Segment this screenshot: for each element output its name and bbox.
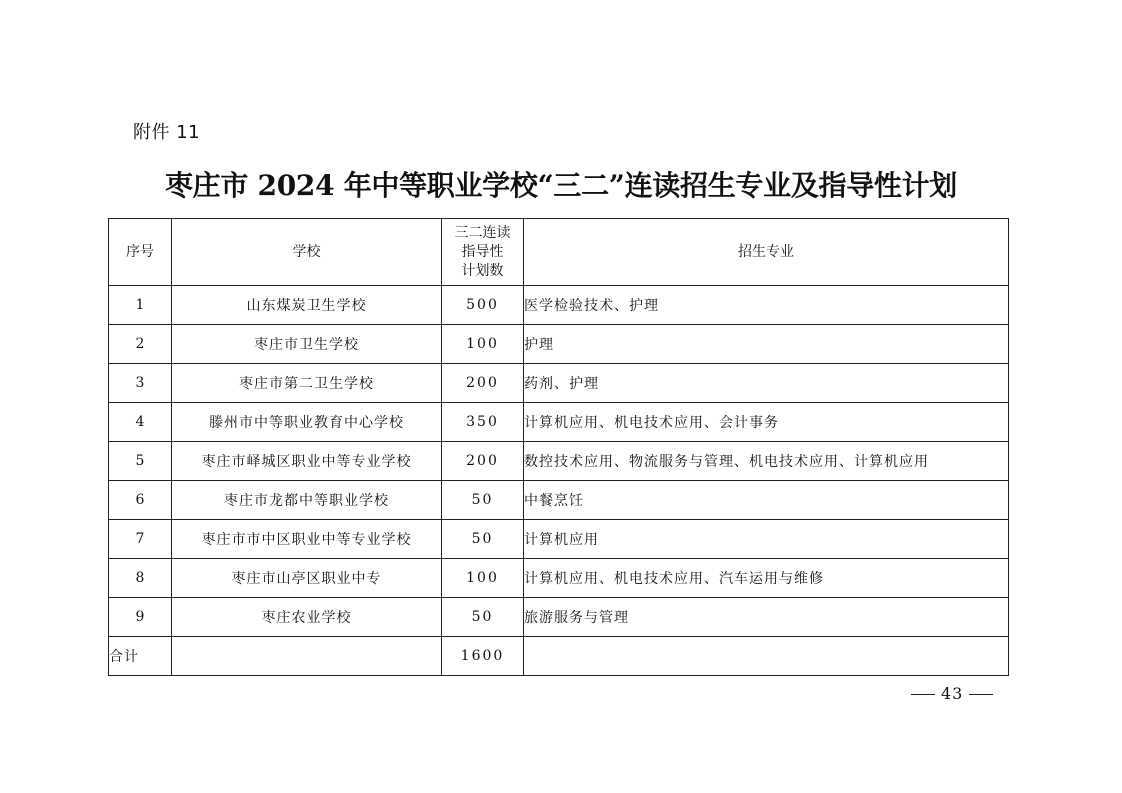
row-school: 山东煤炭卫生学校 [172,286,442,325]
row-count: 100 [442,325,524,364]
table-row [109,286,1009,325]
row-no: 6 [109,481,172,520]
row-no: 9 [109,598,172,637]
row-school: 滕州市中等职业教育中心学校 [172,403,442,442]
row-no: 2 [109,325,172,364]
row-count: 100 [442,559,524,598]
row-no: 5 [109,442,172,481]
total-major [524,637,1009,676]
table-row [109,442,1009,481]
table-row [109,403,1009,442]
row-count: 50 [442,481,524,520]
header-school: 学校 [172,219,442,286]
header-count-line2: 指导性 [461,243,504,260]
table-row [109,325,1009,364]
page-number-value: 43 [941,684,964,703]
row-school: 枣庄农业学校 [172,598,442,637]
table-row [109,559,1009,598]
row-count: 350 [442,403,524,442]
table-row [109,481,1009,520]
row-count: 50 [442,598,524,637]
table-header-row [109,219,1009,286]
row-no: 8 [109,559,172,598]
header-count [442,219,524,286]
row-major: 医学检验技术、护理 [524,286,1009,325]
table-row [109,364,1009,403]
page-dash-right [969,694,993,695]
page-dash-left [911,694,935,695]
document-title: 枣庄市 2024 年中等职业学校“三二”连读招生专业及指导性计划 [164,169,958,202]
table-row [109,520,1009,559]
table-row [109,598,1009,637]
total-label: 合计 [109,637,172,676]
total-school [172,637,442,676]
header-major: 招生专业 [524,219,1009,286]
row-major: 数控技术应用、物流服务与管理、机电技术应用、计算机应用 [524,442,1009,481]
header-no: 序号 [109,219,172,286]
row-school: 枣庄市市中区职业中等专业学校 [172,520,442,559]
total-count: 1600 [442,637,524,676]
row-count: 200 [442,442,524,481]
header-count-line1: 三二连读 [454,224,511,241]
row-school: 枣庄市峄城区职业中等专业学校 [172,442,442,481]
row-major: 旅游服务与管理 [524,598,1009,637]
row-count: 200 [442,364,524,403]
row-major: 计算机应用 [524,520,1009,559]
row-school: 枣庄市卫生学校 [172,325,442,364]
row-major: 计算机应用、机电技术应用、会计事务 [524,403,1009,442]
header-count-line3: 计划数 [461,262,504,279]
attachment-label: 附件 11 [133,122,201,143]
row-no: 1 [109,286,172,325]
row-school: 枣庄市山亭区职业中专 [172,559,442,598]
row-major: 药剂、护理 [524,364,1009,403]
page-number [905,684,999,703]
row-major: 计算机应用、机电技术应用、汽车运用与维修 [524,559,1009,598]
table-total-row [109,637,1009,676]
row-major: 护理 [524,325,1009,364]
row-count: 50 [442,520,524,559]
row-major: 中餐烹饪 [524,481,1009,520]
row-no: 7 [109,520,172,559]
row-no: 4 [109,403,172,442]
row-count: 500 [442,286,524,325]
row-school: 枣庄市第二卫生学校 [172,364,442,403]
row-school: 枣庄市龙都中等职业学校 [172,481,442,520]
enrollment-plan-table [108,218,1009,676]
row-no: 3 [109,364,172,403]
